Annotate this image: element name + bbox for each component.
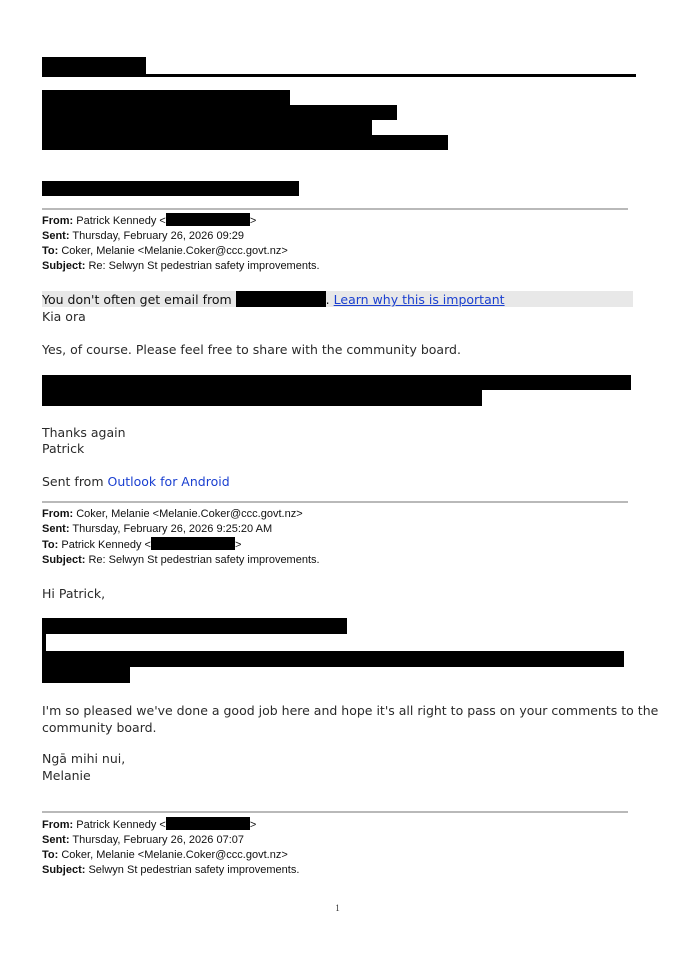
separator-1: [42, 208, 628, 210]
email1-sent-row: Sent: Thursday, February 26, 2026 09:29: [42, 230, 244, 242]
banner-text: You don't often get email from . Learn why this is important: [42, 292, 505, 307]
redacted-email: [166, 213, 250, 226]
redacted-para-3-gap: [42, 634, 46, 651]
email2-sent-row: Sent: Thursday, February 26, 2026 9:25:20 AM: [42, 523, 273, 535]
email2-para: I'm so pleased we've done a good job here and hope it's all right to pass on your comments to the community board.: [42, 703, 659, 735]
email1-from-row: From: Patrick Kennedy < >: [42, 215, 257, 227]
email1-signature: Patrick: [42, 441, 85, 456]
redacted-email: [151, 537, 235, 550]
email1-to-row: To: Coker, Melanie <Melanie.Coker@ccc.govt.nz>: [42, 245, 288, 257]
header-rule: [42, 74, 636, 77]
email1-greeting: Kia ora: [42, 309, 86, 324]
email2-to: Patrick Kennedy <: [61, 539, 151, 551]
redacted-para-2: [42, 390, 482, 406]
email1-subject-row: Subject: Re: Selwyn St pedestrian safety improvements.: [42, 260, 320, 272]
redacted-para-5: [42, 667, 130, 683]
email2-greeting: Hi Patrick,: [42, 586, 106, 601]
redacted-para-3: [42, 618, 347, 634]
redacted-email: [166, 817, 250, 830]
learn-why-link[interactable]: Learn why this is important: [333, 292, 505, 307]
email2-subject: Re: Selwyn St pedestrian safety improvements.: [88, 554, 320, 566]
redacted-para-4: [42, 651, 624, 667]
separator-3: [42, 811, 628, 813]
sent-from-line: Sent from Outlook for Android: [42, 474, 230, 489]
email2-to-row: To: Patrick Kennedy < >: [42, 539, 242, 551]
email2-sent: Thursday, February 26, 2026 9:25:20 AM: [72, 523, 273, 535]
redacted-line-3: [42, 120, 372, 135]
redacted-title: [42, 57, 146, 75]
email1-sent: Thursday, February 26, 2026 09:29: [72, 230, 244, 242]
email3-sent-row: Sent: Thursday, February 26, 2026 07:07: [42, 834, 244, 846]
email1-from: Patrick Kennedy <: [76, 215, 166, 227]
redacted-line-5: [42, 181, 299, 196]
separator-2: [42, 501, 628, 503]
email3-from-row: From: Patrick Kennedy < >: [42, 819, 257, 831]
email1-subject: Re: Selwyn St pedestrian safety improvements.: [88, 260, 320, 272]
page-number: 1: [335, 903, 340, 913]
email2-from: Coker, Melanie <Melanie.Coker@ccc.govt.nz>: [76, 508, 303, 520]
redacted-line-2: [42, 105, 397, 120]
email3-to-row: To: Coker, Melanie <Melanie.Coker@ccc.govt.nz>: [42, 849, 288, 861]
email3-subject-row: Subject: Selwyn St pedestrian safety improvements.: [42, 864, 300, 876]
redacted-line-1: [42, 90, 290, 105]
email3-to: Coker, Melanie <Melanie.Coker@ccc.govt.nz>: [61, 849, 288, 861]
email1-thanks: Thanks again: [42, 425, 126, 440]
redacted-para-1: [42, 375, 631, 390]
email2-header: [42, 507, 632, 568]
email3-sent: Thursday, February 26, 2026 07:07: [72, 834, 244, 846]
email3-subject: Selwyn St pedestrian safety improvements.: [88, 864, 300, 876]
email1-header: [42, 213, 632, 274]
email2-signature: Melanie: [42, 768, 91, 783]
email3-from: Patrick Kennedy <: [76, 819, 166, 831]
email3-header: [42, 817, 632, 878]
redacted-sender: [236, 291, 326, 307]
email1-para: Yes, of course. Please feel free to share with the community board.: [42, 342, 461, 357]
email2-from-row: From: Coker, Melanie <Melanie.Coker@ccc.govt.nz>: [42, 508, 303, 520]
email1-to: Coker, Melanie <Melanie.Coker@ccc.govt.nz>: [61, 245, 288, 257]
email2-subject-row: Subject: Re: Selwyn St pedestrian safety improvements.: [42, 554, 320, 566]
email2-closing: Ngā mihi nui,: [42, 751, 126, 766]
outlook-android-link[interactable]: Outlook for Android: [107, 474, 230, 489]
redacted-line-4: [42, 135, 448, 150]
